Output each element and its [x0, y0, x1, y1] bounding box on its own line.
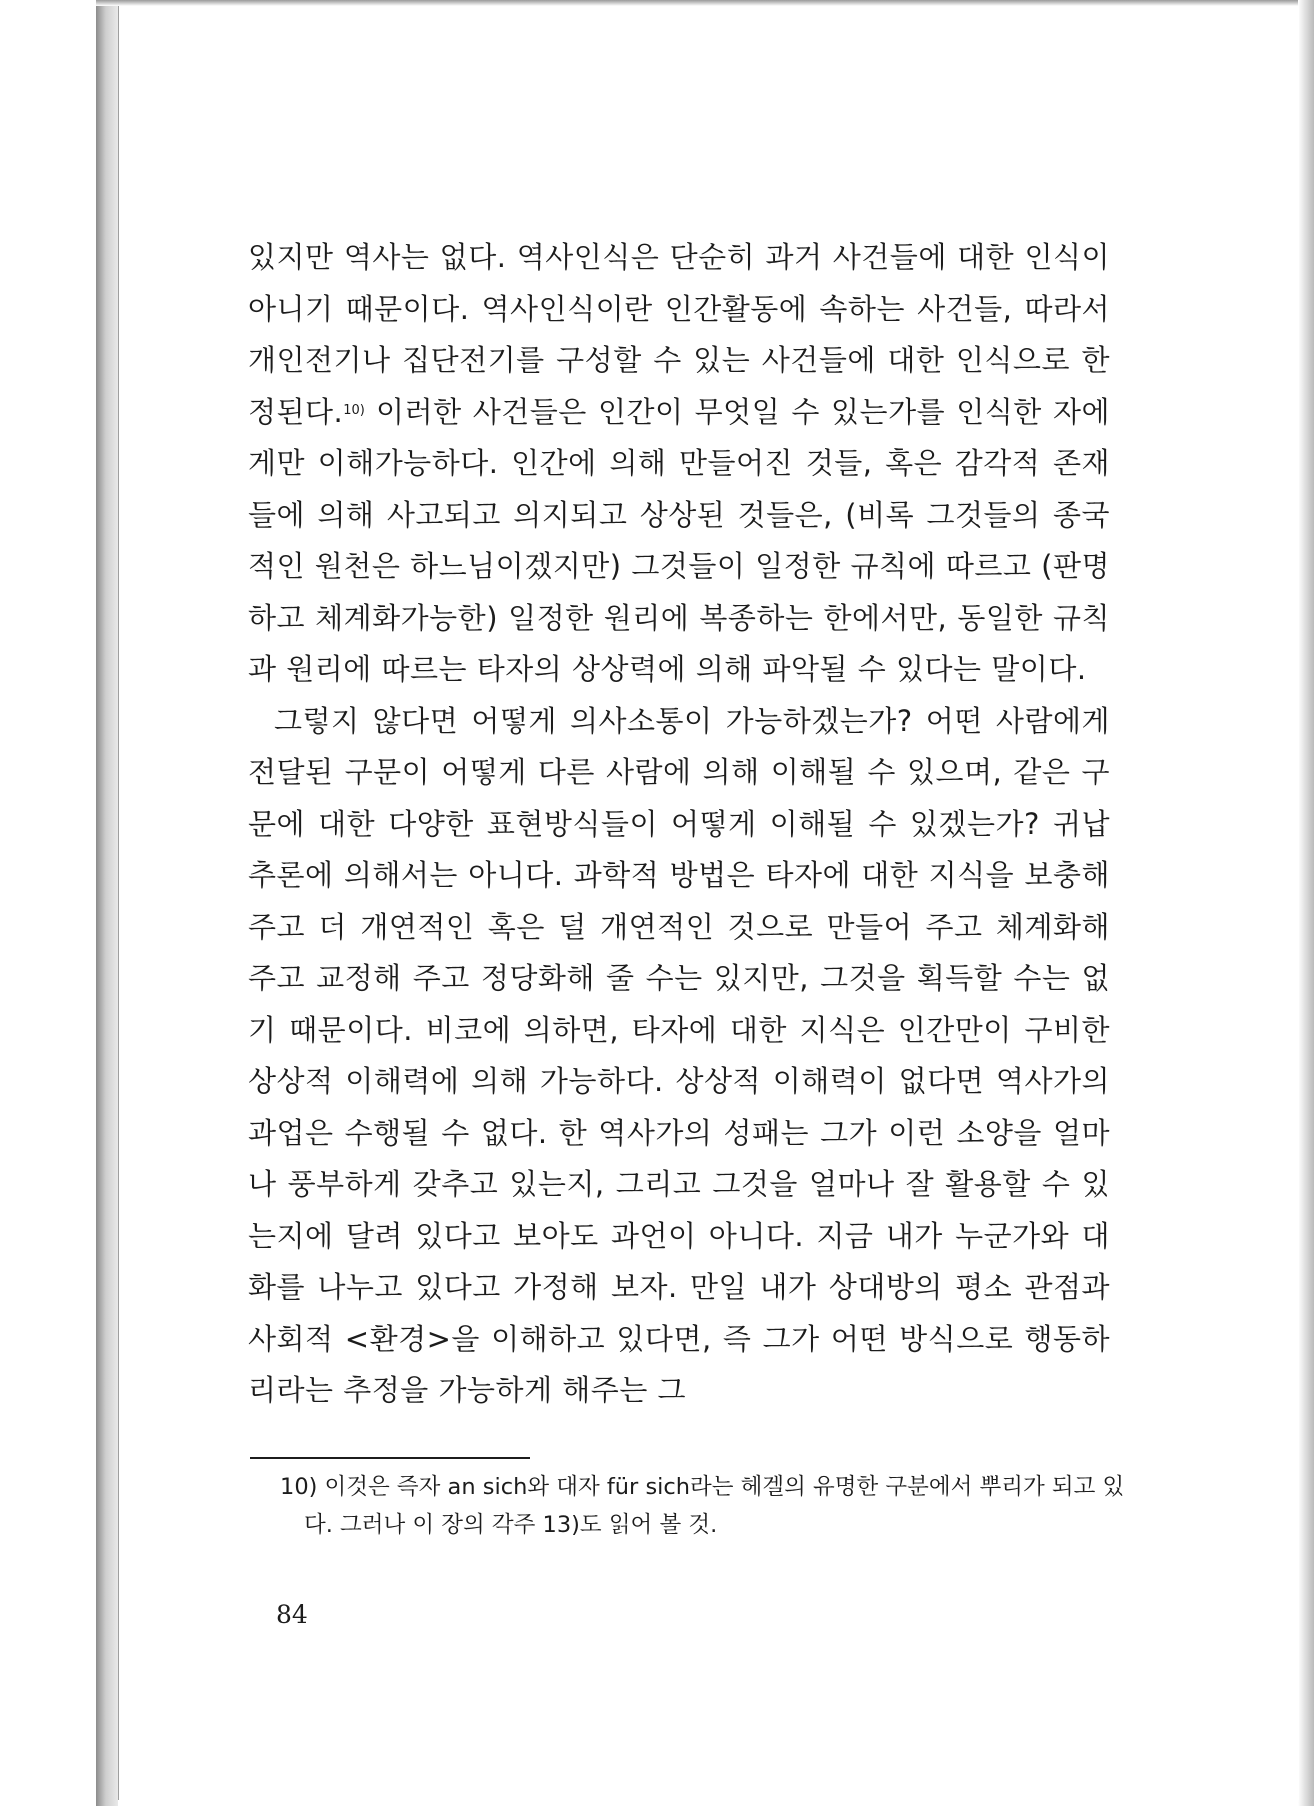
- paragraph-1-text-a: 있지만 역사는 없다. 역사인식은 단순히 과거 사건들에 대한 인식이 아니기 때문이다. 역사인식이란 인간활동에 속하는 사건들, 따라서 개인전기나 집단전기를 구성할 수 있는 사건들에 대한 인식으로 한정된다.: [248, 240, 1110, 429]
- footnote-10: 10) 이것은 즉자 an sich와 대자 für sich라는 헤겔의 유명한 구분에서 뿌리가 되고 있다. 그러나 이 장의 각주 13)도 읽어 볼 것.: [280, 1474, 1125, 1538]
- footnote-divider: [250, 1457, 530, 1459]
- right-edge-shadow: [1298, 0, 1314, 1806]
- paragraph-1-text-b: 이러한 사건들은 인간이 무엇일 수 있는가를 인식한 자에게만 이해가능하다. 인간에 의해 만들어진 것들, 혹은 감각적 존재들에 의해 사고되고 의지되고 상상된 것들은, (비록 그것들의 종국적인 원천은 하느님이겠지만) 그것들이 일정한 규칙에 따르고 (판명하고 체계화가능한) 일정한 원리에 복종하는 한에서만, 동일한 규칙과 원리에 따르는 타자의 상상력에 의해 파악될 수 있다는 말이다.: [248, 394, 1110, 686]
- paragraph-2: 그렇지 않다면 어떻게 의사소통이 가능하겠는가? 어떤 사람에게 전달된 구문이 어떻게 다른 사람에 의해 이해될 수 있으며, 같은 구문에 대한 다양한 표현방식들이 어떻게 이해될 수 있겠는가? 귀납추론에 의해서는 아니다. 과학적 방법은 타자에 대한 지식을 보충해 주고 더 개연적인 혹은 덜 개연적인 것으로 만들어 주고 체계화해 주고 교정해 주고 정당화해 줄 수는 있지만, 그것을 획득할 수는 없기 때문이다. 비코에 의하면, 타자에 대한 지식은 인간만이 구비한 상상적 이해력에 의해 가능하다. 상상적 이해력이 없다면 역사가의 과업은 수행될 수 없다. 한 역사가의 성패는 그가 이런 소양을 얼마나 풍부하게 갖추고 있는지, 그리고 그것을 얼마나 잘 활용할 수 있는지에 달려 있다고 보아도 과언이 아니다. 지금 내가 누군가와 대화를 나누고 있다고 가정해 보자. 만일 내가 상대방의 평소 관점과 사회적 <환경>을 이해하고 있다면, 즉 그가 어떤 방식으로 행동하리라는 추정을 가능하게 해주는 그: [248, 703, 1110, 1407]
- book-spine-shadow: [96, 0, 118, 1806]
- page-number: 84: [276, 1600, 308, 1629]
- paragraph-1: [248, 232, 1110, 696]
- body-text: [248, 232, 1110, 1417]
- footnote-reference: 10): [343, 402, 365, 418]
